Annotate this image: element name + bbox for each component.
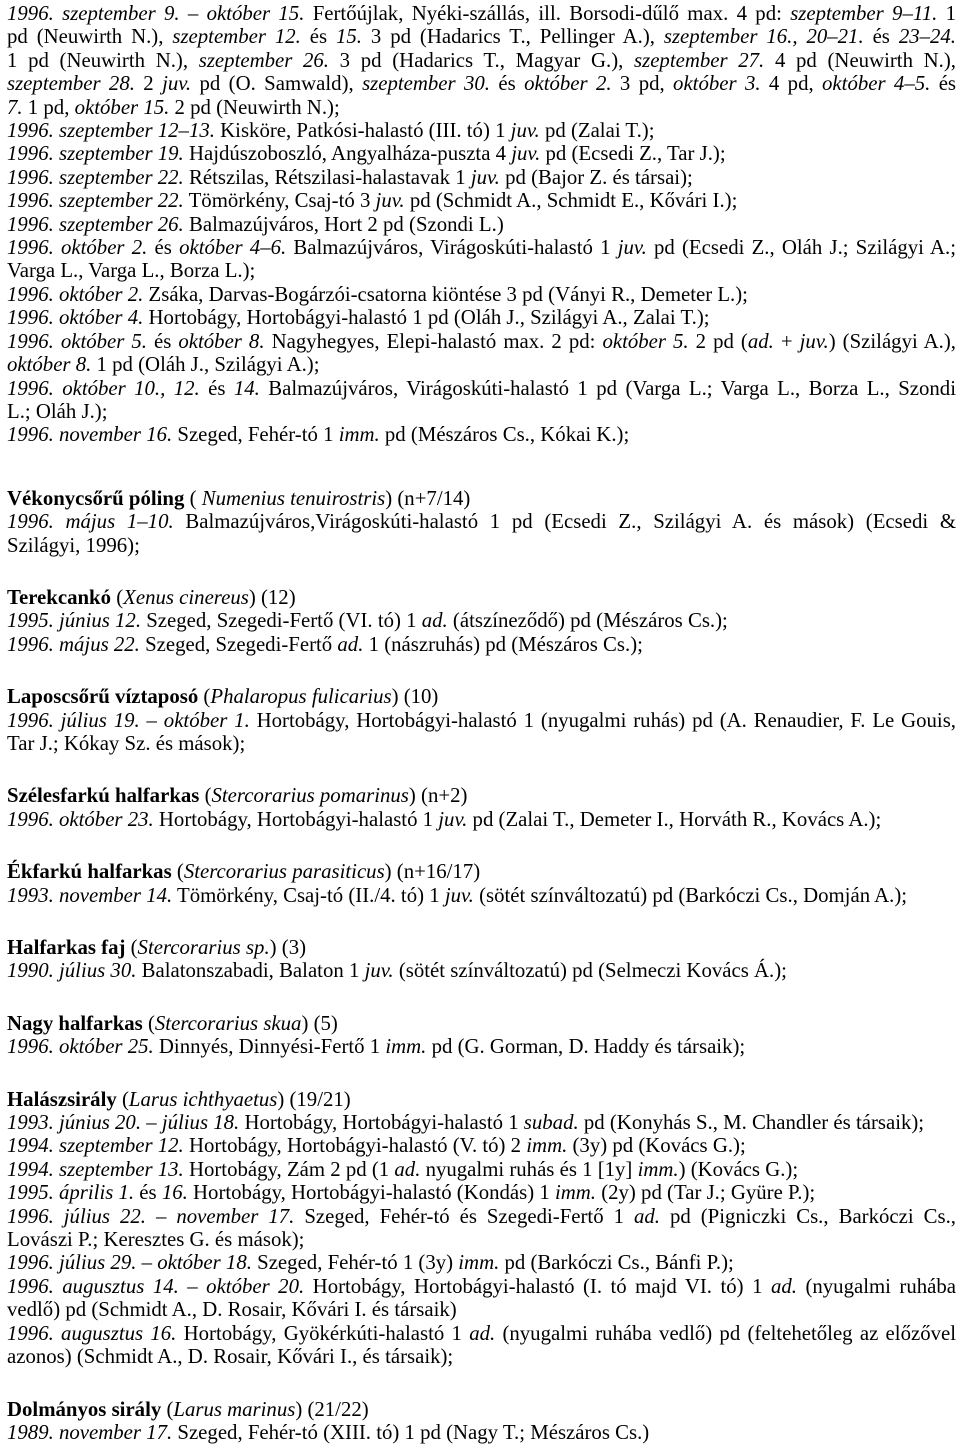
heading-text: ) (19/21) [277, 1087, 351, 1111]
record [7, 1035, 956, 1058]
species-name: Dolmányos sirály [7, 1397, 162, 1421]
record-text: 1 (nászruhás) pd (Mészáros Cs.); [363, 632, 643, 656]
observation-date: október 3. [673, 72, 761, 96]
age-label: imm. [458, 1251, 500, 1275]
record [7, 283, 956, 306]
record [7, 1251, 956, 1274]
record-text: Balmazújváros, Virágoskúti-halastó 1 pd (Varga L.; Varga L., Borza L., Szondi [259, 376, 956, 400]
record-text: Dinnyés, Dinnyési-Fertő 1 [153, 1035, 386, 1059]
record-text: Szeged, Szegedi-Fertő [139, 632, 338, 656]
record-text: Rétszilas, Rétszilasi-halastavak 1 [183, 165, 471, 189]
species-section [7, 1012, 956, 1059]
heading-text: ( [199, 784, 212, 808]
record-line [7, 1158, 956, 1181]
observation-date: október 5. [602, 329, 689, 353]
species-name: Laposcsőrű víztaposó [7, 685, 199, 709]
observation-date: 1996. július 22. – november 17. [7, 1204, 295, 1228]
record-line [7, 283, 956, 306]
heading-text: ) (21/22) [295, 1397, 369, 1421]
observation-date: 1996. október 23. [7, 807, 154, 831]
observation-date: október 2. [524, 72, 612, 96]
record-text: pd (Konyhás S., M. Chandler és társaik); [578, 1111, 925, 1135]
age-label: imm. [338, 423, 380, 447]
heading-text: ( [116, 1087, 129, 1111]
record-text: ) (Szilágyi A.), [828, 329, 956, 353]
age-label: ad. [770, 1274, 797, 1298]
observation-date: 14. [233, 376, 260, 400]
record-text: Szeged, Fehér-tó 1 (3y) [251, 1251, 459, 1275]
record-text: pd (Neuwirth N.), [7, 25, 173, 49]
record-line [7, 1035, 956, 1058]
record-text: pd (Zalai T., Demeter I., Horváth R., Kovács A.); [467, 807, 882, 831]
record-text: ) (Kovács G.); [678, 1157, 799, 1181]
record-line [7, 808, 956, 831]
record-text: Hajdúszoboszló, Angyalháza-puszta 4 [183, 142, 512, 166]
species-name: Vékonycsőrű póling [7, 486, 185, 510]
record-text: Szilágyi, 1996); [7, 533, 140, 557]
observation-date: 1996. szeptember 12–13. [7, 119, 215, 143]
record-text: Szeged, Szegedi-Fertő (VI. tó) 1 [141, 609, 422, 633]
record-text: Zsáka, Darvas-Bogárzói-csatorna kiöntése 3 pd (Ványi R., Demeter L.); [143, 282, 748, 306]
age-label: juv. [162, 72, 192, 96]
observation-date: 1990. július 30. [7, 959, 137, 983]
record-line [7, 1134, 956, 1157]
species-heading [7, 1398, 956, 1421]
species-section [7, 586, 956, 656]
heading-text: ) (n+2) [408, 784, 468, 808]
record-text: Hortobágy, Hortobágyi-halastó (V. tó) 2 [183, 1134, 527, 1158]
record-line [7, 633, 956, 656]
observation-date: október 8. [178, 329, 265, 353]
heading-text: ( [171, 860, 184, 884]
heading-text: ) (n+16/17) [384, 860, 481, 884]
species-name: Halfarkas faj [7, 936, 126, 959]
observation-date: 1996. szeptember 9. – október 15. [7, 2, 305, 25]
record-text: azonos) (Schmidt A., D. Rosair, Kővári I., és társaik); [7, 1345, 454, 1369]
record [7, 166, 956, 189]
heading-text: ( [125, 936, 138, 959]
record-line [7, 189, 956, 212]
age-label: juv. [375, 189, 405, 213]
record [7, 808, 956, 831]
observation-date: 1996. július 29. – október 18. [7, 1251, 252, 1275]
species-heading [7, 860, 956, 883]
heading-text: ( [161, 1397, 174, 1421]
record-text: 1 pd, [22, 95, 75, 119]
record-text: pd (Ecsedi Z., Tar J.); [540, 142, 726, 166]
record-text: Fertőújlak, Nyéki-szállás, ill. Borsodi-dűlő max. 4 pd: [304, 2, 791, 25]
age-label: imm. [526, 1134, 568, 1158]
heading-text: ) (10) [391, 685, 439, 709]
record-text: Hortobágy, Zám 2 pd (1 [183, 1157, 395, 1181]
observation-date: 1996. augusztus 14. – október 20. [7, 1274, 305, 1298]
record-text: pd (O. Samwald), [191, 72, 363, 96]
species-name: Ékfarkú halfarkas [7, 860, 172, 884]
record [7, 1421, 956, 1444]
species-name: Nagy halfarkas [7, 1011, 143, 1035]
species-heading [7, 1012, 956, 1035]
species-heading [7, 784, 956, 807]
scientific-name: Stercorarius parasiticus [183, 860, 385, 884]
record-text: Balatonszabadi, Balaton 1 [136, 959, 365, 983]
observation-date: október 8. [7, 353, 92, 377]
record [7, 633, 956, 656]
record-line [7, 306, 956, 329]
record-line [7, 377, 956, 400]
observation-date: 1996. október 4. [7, 306, 144, 330]
observation-date: október 4–5. [822, 72, 931, 96]
record [7, 330, 956, 377]
record-text: 1 pd (Oláh J., Szilágyi A.); [91, 353, 320, 377]
record-text: Balmazújváros,Virágoskúti-halastó 1 pd (Ecsedi Z., Szilágyi A. és mások) (Ecsedi & [173, 510, 957, 534]
record-text: Hortobágy, Hortobágyi-halastó (Kondás) 1 [187, 1181, 555, 1205]
observation-date: szeptember 27. [634, 48, 765, 72]
observation-date: szeptember 12. [172, 25, 301, 49]
record [7, 142, 956, 165]
record-text: Hortobágy, Gyökérkúti-halastó 1 [176, 1321, 470, 1345]
age-label: juv. [799, 329, 829, 353]
record-text: pd (G. Gorman, D. Haddy és társaik); [426, 1035, 746, 1059]
record-text: Kisköre, Patkósi-halastó (III. tó) 1 [214, 119, 511, 143]
heading-text: ( [111, 585, 124, 609]
record-line [7, 72, 956, 95]
record-line [7, 1298, 956, 1321]
record-text: 3 pd (Hadarics T., Pellinger A.), [362, 25, 664, 49]
species-heading [7, 487, 956, 510]
observation-date: 1996. október 2. [7, 236, 148, 260]
observation-date: 1996. szeptember 22. [7, 189, 184, 213]
age-label: juv. [470, 165, 500, 189]
record-text: (nyugalmi ruhába vedlő) pd (feltehetőleg az előzővel [495, 1321, 957, 1345]
age-label: juv. [444, 883, 474, 907]
record-text: Lovászi P.; Keresztes G. és mások); [7, 1228, 305, 1252]
observation-date: 1996. május 22. [7, 632, 140, 656]
observation-date: 1995. április 1. [7, 1181, 135, 1205]
record [7, 709, 956, 756]
record-text: Hortobágy, Hortobágyi-halastó (I. tó majd VI. tó) 1 [304, 1274, 771, 1298]
record-text: 3 pd, [611, 72, 674, 96]
heading-text: ( [184, 486, 202, 510]
record-line [7, 1111, 956, 1134]
record-text: és [300, 25, 336, 49]
record [7, 609, 956, 632]
record [7, 1111, 956, 1134]
species-name: Halászsirály [7, 1087, 117, 1111]
record-text: Varga L., Varga L., Borza L.); [7, 259, 256, 283]
record [7, 236, 956, 283]
observation-date: 1994. szeptember 12. [7, 1134, 184, 1158]
record [7, 213, 956, 236]
age-label: juv. [617, 236, 647, 260]
record [7, 306, 956, 329]
scientific-name: Stercorarius skua [154, 1011, 302, 1035]
record-text: Tömörkény, Csaj-tó (II./4. tó) 1 [172, 883, 445, 907]
observation-date: október 15. [74, 95, 170, 119]
record-text: és [863, 25, 899, 49]
age-label: subad. [523, 1111, 579, 1135]
record-line [7, 1251, 956, 1274]
record-text: Balmazújváros, Hort 2 pd (Szondi L.) [183, 212, 504, 236]
species-heading [7, 936, 956, 959]
record-text: 2 pd (Neuwirth N.); [169, 95, 340, 119]
species-section [7, 1088, 956, 1369]
species-section [7, 1398, 956, 1445]
heading-text: ( [142, 1011, 155, 1035]
observation-date: szeptember 26. [198, 48, 329, 72]
record-line [7, 166, 956, 189]
record-line [7, 1345, 956, 1368]
record-text: és [146, 329, 179, 353]
observation-date: 1996. május 1–10. [7, 510, 174, 534]
record-text: Tömörkény, Csaj-tó 3 [183, 189, 376, 213]
record-line [7, 236, 956, 259]
species-heading [7, 1088, 956, 1111]
record-text: (2y) pd (Tar J.; Gyüre P.); [596, 1181, 816, 1205]
age-label: ad. [337, 632, 364, 656]
species-heading [7, 586, 956, 609]
record-line [7, 96, 956, 119]
record [7, 884, 956, 907]
observation-date: 1996. október 5. [7, 329, 147, 353]
observation-date: 1996. szeptember 19. [7, 142, 184, 166]
record-text: (átszíneződő) pd (Mészáros Cs.); [447, 609, 728, 633]
observation-date: 1996. szeptember 26. [7, 212, 184, 236]
species-section [7, 860, 956, 907]
record-line [7, 1181, 956, 1204]
age-label: ad. [421, 609, 448, 633]
species-section [7, 487, 956, 557]
record-text: pd (Zalai T.); [539, 119, 655, 143]
record-line [7, 732, 956, 755]
heading-text: ) (3) [269, 936, 307, 959]
record-text: és [134, 1181, 162, 1205]
record-text: Hortobágy, Hortobágyi-halastó 1 (nyugalmi ruhás) pd (A. Renaudier, F. Le Gouis, [249, 708, 956, 732]
record-text: vedlő) pd (Schmidt A., D. Rosair, Kővári I. és társaik) [7, 1298, 457, 1322]
record-text: pd (Schmidt A., Schmidt E., Kővári I.); [404, 189, 738, 213]
record-line [7, 2, 956, 25]
observation-date: 23–24. [898, 25, 957, 49]
observation-date: szeptember 9–11. [790, 2, 938, 25]
observation-date: 15. [336, 25, 362, 49]
scientific-name: Xenus cinereus [123, 585, 249, 609]
record-line [7, 1205, 956, 1228]
record-text: pd (Pigniczki Cs., Barkóczi Cs., [659, 1204, 956, 1228]
record [7, 119, 956, 142]
record-line [7, 400, 956, 423]
species-section [7, 784, 956, 831]
species-section [7, 685, 956, 755]
scientific-name: Phalaropus fulicarius [210, 685, 392, 709]
observation-date: 7. [7, 95, 23, 119]
record-text: és [199, 376, 234, 400]
record-text: 4 pd (Neuwirth N.), [764, 48, 957, 72]
observation-date: 1996. augusztus 16. [7, 1321, 177, 1345]
record-text: Hortobágy, Hortobágyi-halastó 1 [239, 1111, 524, 1135]
record [7, 510, 956, 557]
record-list [7, 2, 956, 447]
species-name: Szélesfarkú halfarkas [7, 784, 200, 808]
record-line [7, 1275, 956, 1298]
record-text: és [147, 236, 180, 260]
record-text: és [930, 72, 957, 96]
record-text: nyugalmi ruhás és 1 [1y] [420, 1157, 638, 1181]
record-line [7, 213, 956, 236]
scientific-name: Numenius tenuirostris [201, 486, 386, 510]
record-text: Hortobágy, Hortobágyi-halastó 1 [153, 807, 439, 831]
record-text: Hortobágy, Hortobágyi-halastó 1 pd (Oláh J., Szilágyi A., Zalai T.); [143, 306, 710, 330]
observation-date: 1989. november 17. [7, 1420, 173, 1444]
record-text: 3 pd (Hadarics T., Magyar G.), [329, 48, 635, 72]
age-label: juv. [364, 959, 394, 983]
record-line [7, 534, 956, 557]
record-text: pd (Ecsedi Z., Oláh J.; Szilágyi A.; [646, 236, 956, 260]
record-line [7, 1228, 956, 1251]
observation-date: 1993. november 14. [7, 883, 173, 907]
observation-date: 1996. október 25. [7, 1035, 154, 1059]
record-line [7, 49, 956, 72]
record-text: + [773, 329, 800, 353]
observation-date: 1993. június 20. – július 18. [7, 1111, 240, 1135]
record-text: pd (Bajor Z. és társai); [499, 165, 693, 189]
species-name: Terekcankó [7, 585, 112, 609]
record-line [7, 510, 956, 533]
observation-date: 1995. június 12. [7, 609, 142, 633]
record-text: (sötét színváltozatú) pd (Selmeczi Kovács Á.); [393, 959, 787, 983]
record-text: 1 pd (Neuwirth N.), [7, 48, 199, 72]
observation-date: szeptember 16., 20–21. [663, 25, 864, 49]
record-text: (nyugalmi ruhába [796, 1274, 956, 1298]
record-line [7, 259, 956, 282]
record-text: Tar J.; Kókay Sz. és mások); [7, 731, 246, 755]
record [7, 2, 956, 119]
age-label: juv. [511, 142, 541, 166]
observation-date: szeptember 30. [362, 72, 490, 96]
observation-date: 1996. július 19. – október 1. [7, 708, 250, 732]
record-text: 2 [134, 72, 163, 96]
record-text: L.; Oláh J.); [7, 399, 108, 423]
age-label: imm. [554, 1181, 596, 1205]
record-line [7, 353, 956, 376]
age-label: ad. [469, 1321, 496, 1345]
record-line [7, 884, 956, 907]
record-line [7, 1421, 956, 1444]
record-text: Szeged, Fehér-tó 1 [172, 423, 339, 447]
observation-date: október 4–6. [179, 236, 287, 260]
record [7, 1322, 956, 1369]
record-line [7, 25, 956, 48]
record-line [7, 119, 956, 142]
record [7, 189, 956, 212]
record-line [7, 959, 956, 982]
heading-text: ) (12) [248, 585, 296, 609]
observation-date: szeptember 28. [7, 72, 135, 96]
scientific-name: Stercorarius pomarinus [211, 784, 409, 808]
record-text: 4 pd, [760, 72, 823, 96]
age-label: juv. [510, 119, 540, 143]
record-text: 2 pd ( [688, 329, 748, 353]
age-label: ad. [747, 329, 774, 353]
record-line [7, 1322, 956, 1345]
observation-date: 16. [161, 1181, 188, 1205]
scientific-name: Larus marinus [173, 1397, 296, 1421]
observation-date: 1996. szeptember 22. [7, 165, 184, 189]
record-text: pd (Barkóczi Cs., Bánfi P.); [499, 1251, 734, 1275]
record [7, 377, 956, 424]
heading-text: ( [198, 685, 211, 709]
record-line [7, 709, 956, 732]
observation-date: 1996. október 2. [7, 282, 144, 306]
species-section [7, 936, 956, 983]
record-text: Balmazújváros, Virágoskúti-halastó 1 [286, 236, 618, 260]
record-text: Nagyhegyes, Elepi-halastó max. 2 pd: [264, 329, 603, 353]
record [7, 1158, 956, 1181]
record [7, 1205, 956, 1252]
record [7, 1181, 956, 1204]
age-label: imm. [637, 1157, 679, 1181]
age-label: imm. [385, 1035, 427, 1059]
record-text: pd (Mészáros Cs., Kókai K.); [379, 423, 630, 447]
age-label: ad. [394, 1157, 421, 1181]
heading-text: ) (5) [301, 1011, 338, 1035]
scientific-name: Larus ichthyaetus [128, 1087, 278, 1111]
scientific-name: Stercorarius sp. [137, 936, 270, 959]
record-line [7, 142, 956, 165]
record [7, 1134, 956, 1157]
age-label: ad. [633, 1204, 660, 1228]
record-text: (3y) pd (Kovács G.); [567, 1134, 746, 1158]
observation-date: 1996. november 16. [7, 423, 173, 447]
observation-date: 1996. október 10., 12. [7, 376, 200, 400]
record-text: Szeged, Fehér-tó (XIII. tó) 1 pd (Nagy T.; Mészáros Cs.) [172, 1420, 650, 1444]
species-heading [7, 685, 956, 708]
heading-text: ) (n+7/14) [385, 486, 471, 510]
record-line [7, 423, 956, 446]
record [7, 959, 956, 982]
record-text: és [490, 72, 525, 96]
record [7, 423, 956, 446]
record-line [7, 330, 956, 353]
record-line [7, 609, 956, 632]
record-text: (sötét színváltozatú) pd (Barkóczi Cs., Domján A.); [473, 883, 908, 907]
record-text: 1 [937, 2, 957, 25]
record-text: Szeged, Fehér-tó és Szegedi-Fertő 1 [294, 1204, 634, 1228]
record [7, 1275, 956, 1322]
age-label: juv. [438, 807, 468, 831]
observation-date: 1994. szeptember 13. [7, 1157, 184, 1181]
